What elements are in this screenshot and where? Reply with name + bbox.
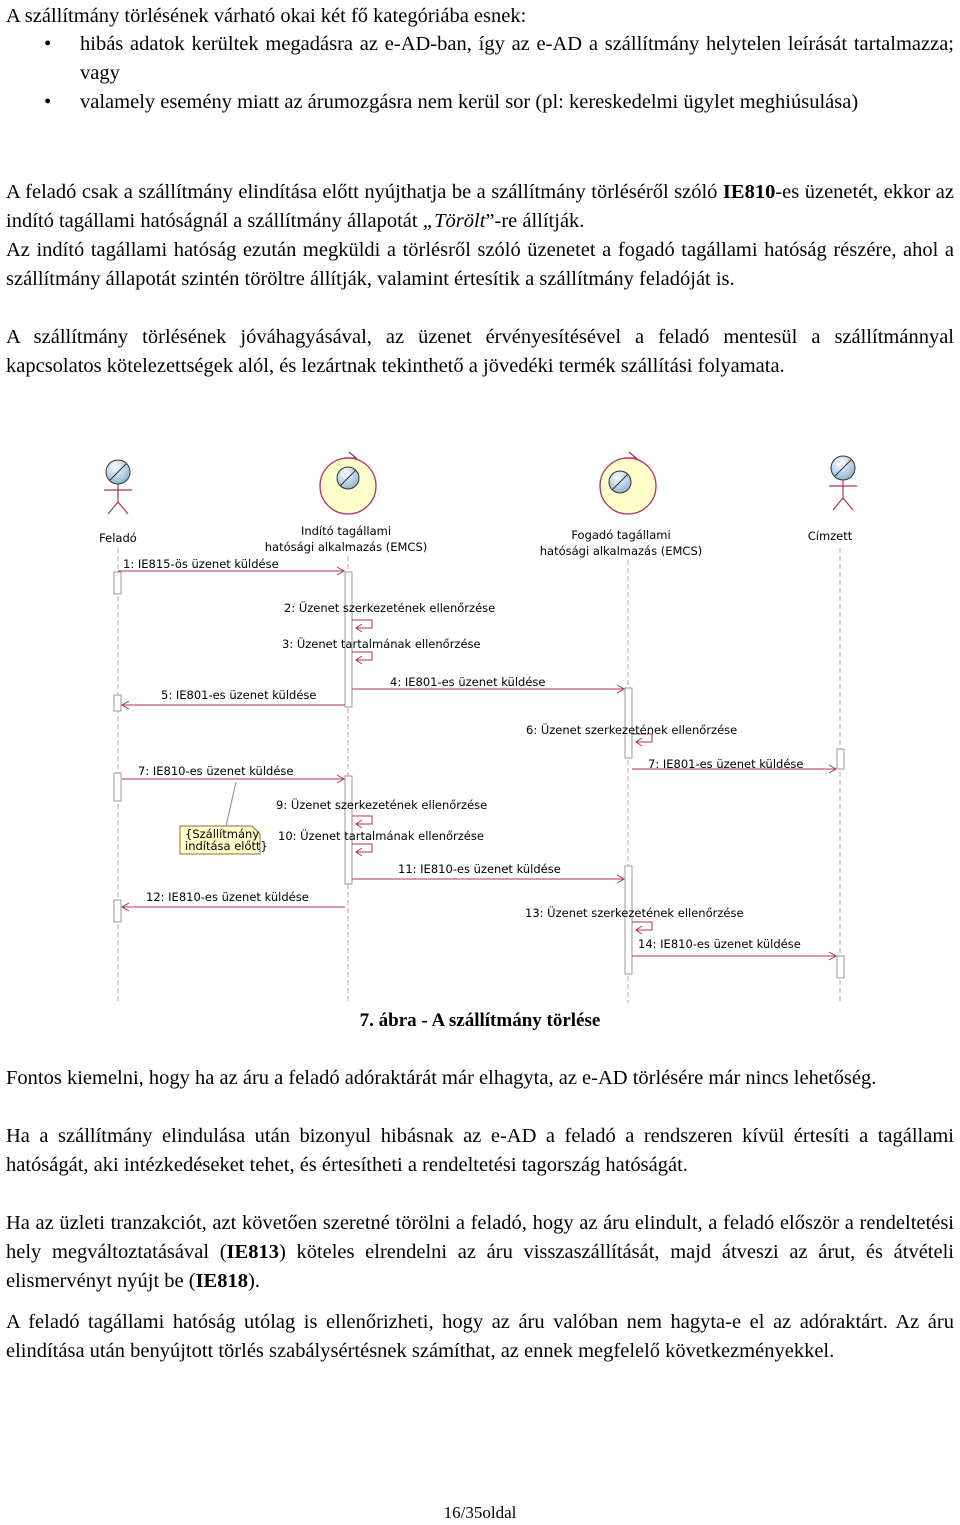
message-6: 6: Üzenet szerkezetének ellenőrzése bbox=[526, 723, 738, 737]
activation-box bbox=[114, 773, 121, 801]
figure-caption: 7. ábra - A szállítmány törlése bbox=[359, 1010, 601, 1031]
activation-box bbox=[837, 749, 844, 769]
felado-label: Feladó bbox=[99, 531, 137, 545]
paragraph-2: Az indító tagállami hatóság ezután megküldi a törlésről szóló üzenetet a fogadó tagállami hatóság részére, ahol a szállítmány állapotát szintén töröltre állítják, valamint értesítik a szállítmány feladóját is. bbox=[6, 239, 954, 290]
indito-label-2: hatósági alkalmazás (EMCS) bbox=[264, 540, 428, 554]
message-10: 10: Üzenet tartalmának ellenőrzése bbox=[278, 829, 484, 843]
note-line-1: {Szállítmány bbox=[185, 827, 260, 841]
reasons-list bbox=[0, 30, 954, 117]
list-item: • hibás adatok kerültek megadásra az e-AD-ban, így az e-AD a szállítmány helytelen leírását tartalmazza; vagy bbox=[44, 33, 954, 84]
message-5: 5: IE801-es üzenet küldése bbox=[161, 688, 317, 702]
activation-box bbox=[625, 866, 632, 974]
activation-box bbox=[114, 695, 121, 711]
message-7b: 7: IE801-es üzenet küldése bbox=[648, 757, 804, 771]
message-13: 13: Üzenet szerkezetének ellenőrzése bbox=[525, 906, 744, 920]
fogado-control-icon bbox=[600, 452, 656, 514]
fogado-label-2: hatósági alkalmazás (EMCS) bbox=[539, 544, 703, 558]
indito-label-1: Indító tagállami bbox=[300, 524, 392, 538]
message-3: 3: Üzenet tartalmának ellenőrzése bbox=[282, 637, 481, 651]
message-1: 1: IE815-ös üzenet küldése bbox=[123, 557, 279, 571]
list-item: • valamely esemény miatt az árumozgásra nem kerül sor (pl: kereskedelmi ügylet meghiúsulása) bbox=[44, 91, 859, 113]
message-2: 2: Üzenet szerkezetének ellenőrzése bbox=[284, 601, 496, 615]
paragraph-5: Ha a szállítmány elindulása után bizonyul hibásnak az e-AD a feladó a rendszeren kívül értesíti a tagállami hatóságát, aki intézkedéseket tehet, és értesítheti a rendeltetési tagország hatóságát. bbox=[6, 1125, 954, 1176]
cimzett-actor-icon bbox=[829, 456, 857, 510]
activation-box bbox=[837, 956, 844, 978]
page-number: 16/35oldal bbox=[443, 1503, 517, 1522]
cimzett-label: Címzett bbox=[807, 529, 853, 543]
fogado-label-1: Fogadó tagállami bbox=[571, 528, 671, 542]
paragraph-3: A szállítmány törlésének jóváhagyásával, az üzenet érvényesítésével a feladó mentesül a szállítmánnyal kapcsolatos kötelezettségek alól, és lezártnak tekinthető a jövedéki termék szállítási folyamata. bbox=[6, 326, 954, 377]
message-11: 11: IE810-es üzenet küldése bbox=[398, 862, 561, 876]
indito-control-icon bbox=[320, 452, 376, 514]
sequence-diagram bbox=[0, 448, 960, 1008]
message-4: 4: IE801-es üzenet küldése bbox=[390, 675, 546, 689]
message-7a: 7: IE810-es üzenet küldése bbox=[138, 764, 294, 778]
paragraph-4: Fontos kiemelni, hogy ha az áru a feladó adóraktárát már elhagyta, az e-AD törlésére már nincs lehetőség. bbox=[6, 1067, 877, 1089]
activation-box bbox=[114, 900, 121, 922]
message-12: 12: IE810-es üzenet küldése bbox=[146, 890, 309, 904]
felado-actor-icon bbox=[104, 460, 132, 514]
paragraph-1: A feladó csak a szállítmány elindítása előtt nyújthatja be a szállítmány törléséről szóló IE810-es üzenetét, ekkor az indító tagállami hatóságnál a szállítmány állapotát „Törölt”-re állítják. bbox=[6, 181, 954, 232]
message-14: 14: IE810-es üzenet küldése bbox=[638, 937, 801, 951]
message-9: 9: Üzenet szerkezetének ellenőrzése bbox=[276, 798, 488, 812]
activation-box bbox=[114, 572, 121, 594]
paragraph-7: A feladó tagállami hatóság utólag is ellenőrizheti, hogy az áru valóban nem hagyta-e el az adóraktárt. Az áru elindítása után benyújtott törlés szabálysértésnek számíthat, az ennek megfelelő következményekkel. bbox=[6, 1311, 954, 1362]
intro-text: A szállítmány törlésének várható okai két fő kategóriába esnek: bbox=[6, 5, 527, 27]
note-line-2: indítása előtt} bbox=[185, 839, 268, 853]
paragraph-6: Ha az üzleti tranzakciót, azt követően szeretné törölni a feladó, hogy az áru elindult, a feladó először a rendeltetési hely megváltoztatásával (IE813) köteles elrendelni az áru visszaszállítását, majd átveszi az árut, és átvételi elismervényt nyújt be (IE818). bbox=[6, 1212, 954, 1292]
